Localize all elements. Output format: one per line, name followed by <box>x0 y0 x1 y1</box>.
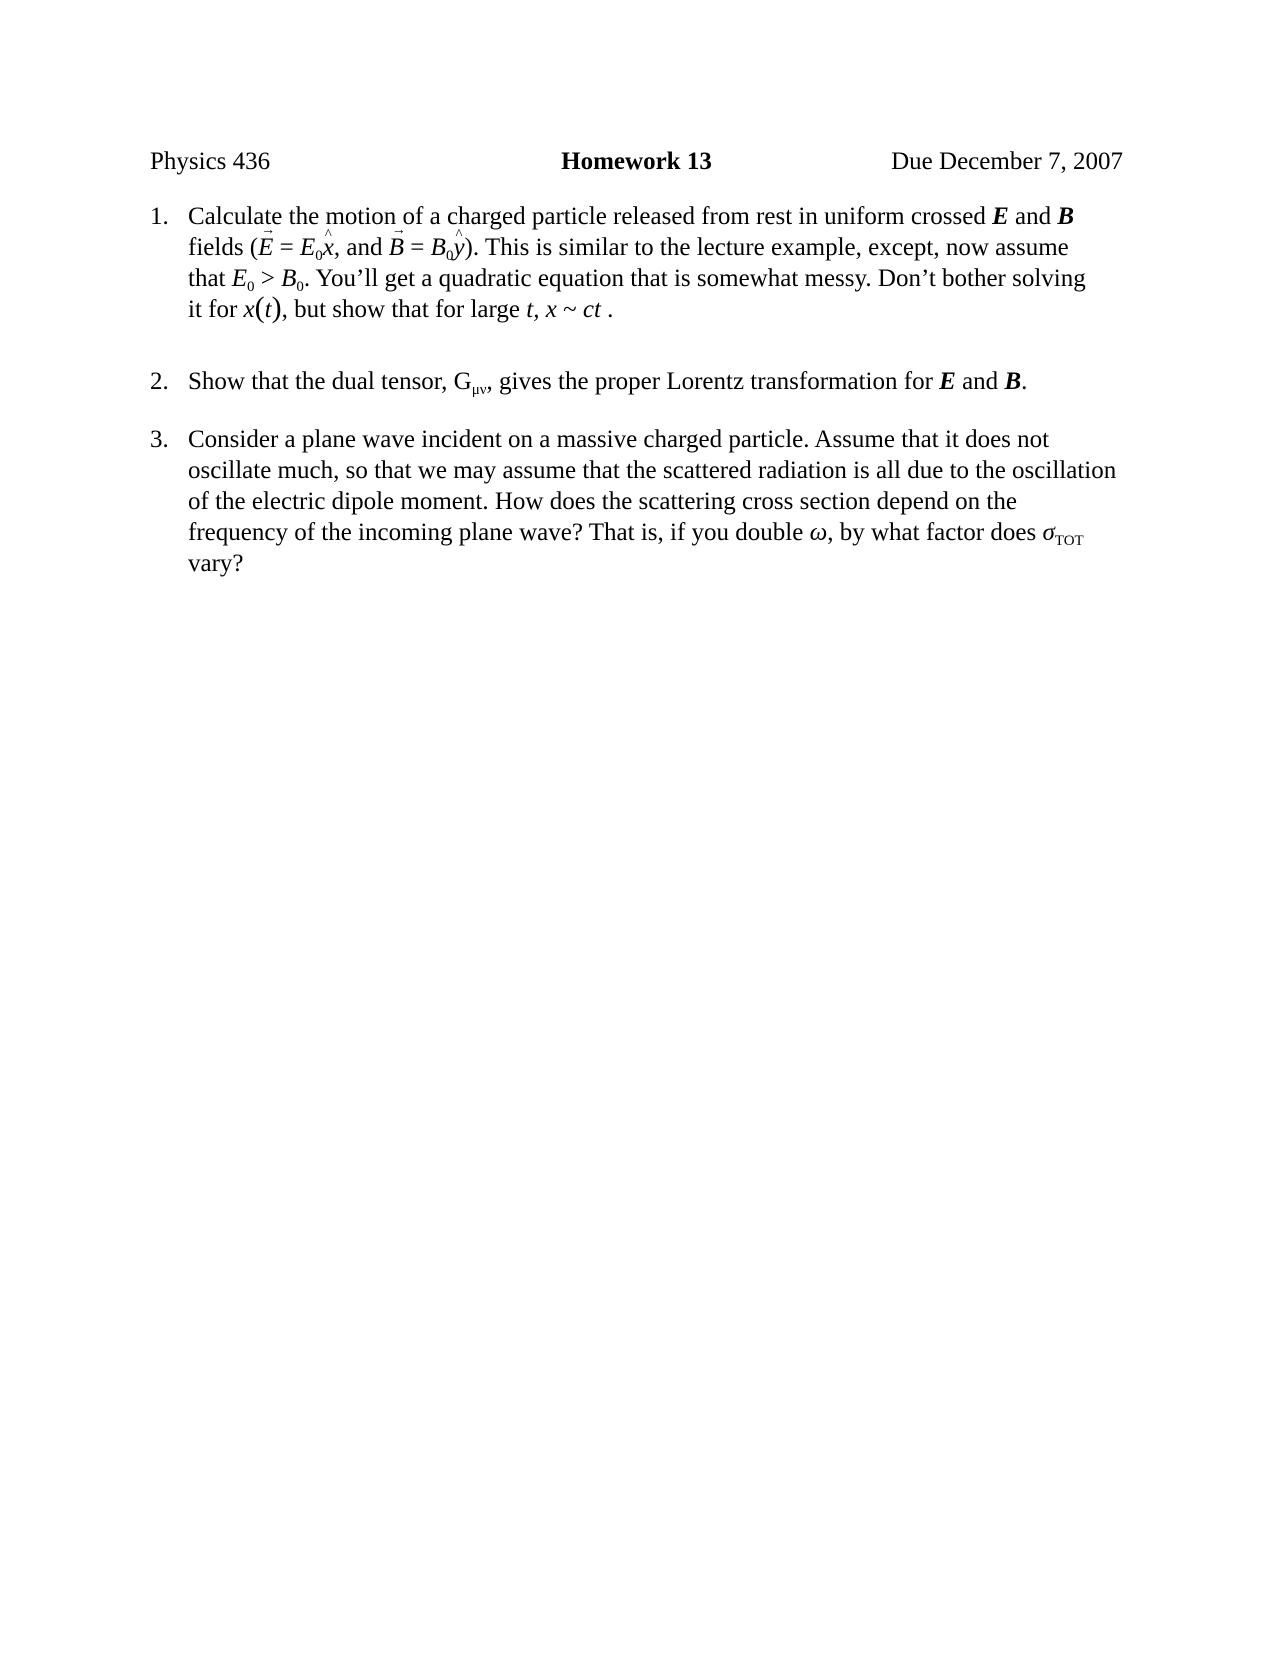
math-b-vector: → B <box>389 232 404 263</box>
due-date: Due December 7, 2007 <box>891 148 1123 175</box>
math-x-hat: ^ x <box>323 232 334 263</box>
problem-line: fields (→ $E = E_0\^{}$ x, and → $B = B_0\^{}$ y). This is similar to the lecture example, except, now assume <box>188 232 1130 263</box>
problem-line: it for x(t), but show that for large t, x ~ ct . <box>188 291 614 324</box>
problem-line: Show that the dual tensor, $G_{\mu\nu}$, gives the proper Lorentz transformation for E and B. <box>188 368 1028 398</box>
problem-number: 3. <box>150 426 169 453</box>
problem-number: 2. <box>150 368 169 395</box>
math-sigma: σ <box>1042 519 1055 546</box>
problem-number: 1. <box>150 203 169 230</box>
assignment-title: Homework 13 <box>561 148 712 175</box>
problem-line: Calculate the motion of a charged particle released from rest in uniform crossed E and B <box>188 203 1075 230</box>
header <box>150 148 1123 182</box>
math-x-of-t: x <box>243 296 255 323</box>
symbol-e: E <box>939 368 956 395</box>
problem-line: oscillate much, so that we may assume that the scattered radiation is all due to the oscillation <box>188 457 1117 484</box>
problem-line: of the electric dipole moment. How does the scattering cross section depend on the <box>188 488 1017 515</box>
problem-body <box>188 201 1130 325</box>
problem-line: frequency of the incoming plane wave? That is, if you double ω, by what factor does $\sigma_{TOT}$ <box>188 519 1084 549</box>
problem-3 <box>150 424 1130 579</box>
math-x-approx-ct: x <box>545 296 557 323</box>
problem-line: vary? <box>188 550 244 577</box>
problem-body <box>188 366 1130 397</box>
math-e-vector: → E <box>258 232 273 263</box>
math-omega: ω <box>809 519 828 546</box>
problem-2 <box>150 366 1130 397</box>
math-b0: B <box>281 265 297 292</box>
problem-body <box>188 424 1130 579</box>
course-name: Physics 436 <box>150 148 271 175</box>
symbol-e: E <box>992 203 1009 230</box>
problem-1 <box>150 201 1130 325</box>
math-e0: E <box>231 265 248 292</box>
problem-line: Consider a plane wave incident on a massive charged particle. Assume that it does not <box>188 426 1050 453</box>
sigma-subscript: TOT <box>1054 533 1084 549</box>
math-e0: E <box>300 234 316 261</box>
symbol-b: B <box>1004 368 1022 395</box>
math-y-hat: ^ y <box>453 232 464 263</box>
symbol-b: B <box>1057 203 1075 230</box>
problem-line: that $E_0 > B_0$. You’ll get a quadratic equation that is somewhat messy. Don’t bother solving <box>188 265 1086 295</box>
tensor-index: μν <box>471 382 487 398</box>
math-b0: B <box>430 234 446 261</box>
